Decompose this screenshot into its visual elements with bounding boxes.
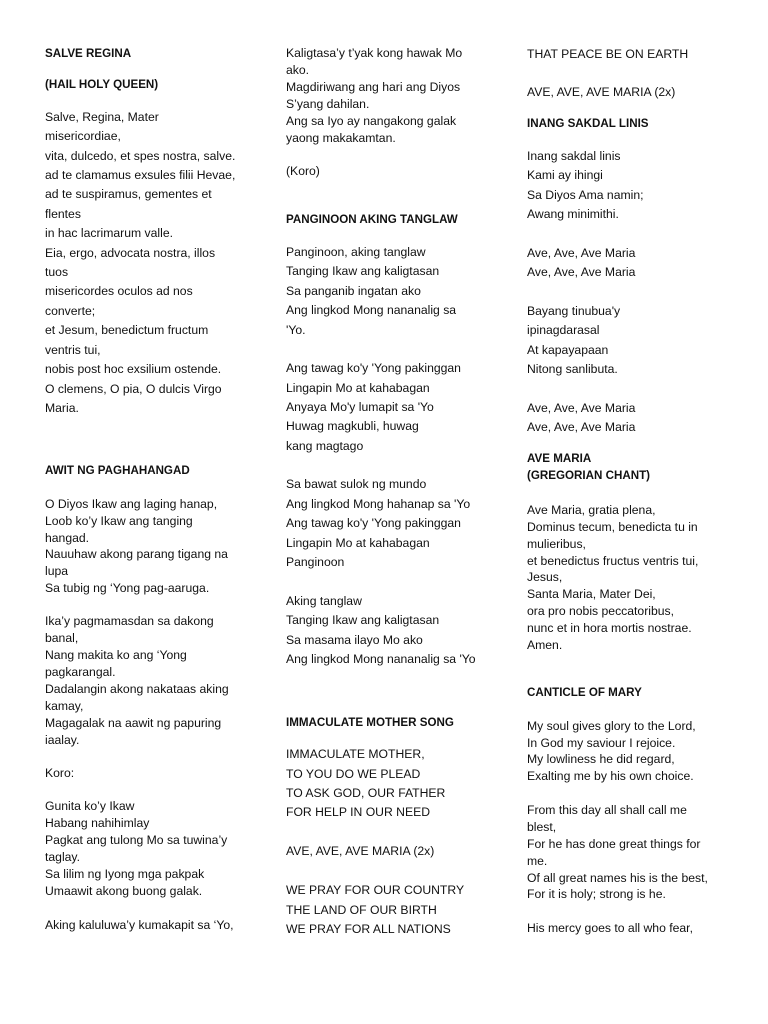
canticle-line: Exalting me by his own choice. (527, 769, 694, 783)
panginoon-line: Panginoon (286, 555, 345, 569)
immaculate-line: TO ASK GOD, OUR FATHER (286, 786, 446, 800)
awit-cont-line: Magdiriwang ang hari ang Diyos (286, 80, 461, 94)
awit-line: kamay, (45, 699, 84, 713)
inang-line: Ave, Ave, Ave Maria (527, 420, 636, 434)
salve-regina-line: Maria. (45, 401, 79, 415)
ave-maria-line: ora pro nobis peccatoribus, (527, 604, 675, 618)
panginoon-line: Tanging Ikaw ang kaligtasan (286, 613, 440, 627)
ave-maria-line: mulieribus, (527, 537, 586, 551)
panginoon-line: Sa panganib ingatan ako (286, 284, 421, 298)
awit-line: Gunita ko’y Ikaw (45, 799, 135, 813)
panginoon-line: Ang lingkod Mong hahanap sa 'Yo (286, 497, 471, 511)
panginoon-line: Ang tawag ko'y 'Yong pakinggan (286, 361, 461, 375)
canticle-line: My lowliness he did regard, (527, 752, 675, 766)
ave-maria-line: Dominus tecum, benedicta tu in (527, 520, 698, 534)
awit-line: Pagkat ang tulong Mo sa tuwina’y (45, 833, 228, 847)
inang-line: Ave, Ave, Ave Maria (527, 265, 636, 279)
awit-cont-line: Ang sa Iyo ay nangakong galak (286, 114, 457, 128)
salve-regina-line: nobis post hoc exsilium ostende. (45, 362, 222, 376)
immaculate-line: AVE, AVE, AVE MARIA (2x) (286, 844, 435, 858)
canticle-line: Of all great names his is the best, (527, 871, 708, 885)
immaculate-cont-line: THAT PEACE BE ON EARTH (527, 47, 689, 61)
awit-line: Nang makita ko ang ‘Yong (45, 648, 187, 662)
awit-line: banal, (45, 631, 79, 645)
inang-line: Ave, Ave, Ave Maria (527, 401, 636, 415)
awit-line: Habang nahihimlay (45, 816, 150, 830)
awit-line: Aking kaluluwa’y kumakapit sa ‘Yo, (45, 918, 234, 932)
salve-regina-line: vita, dulcedo, et spes nostra, salve. (45, 149, 236, 163)
immaculate-title: IMMACULATE MOTHER SONG (286, 716, 454, 729)
ave-maria-line: Jesus, (527, 570, 563, 584)
immaculate-line: FOR HELP IN OUR NEED (286, 805, 431, 819)
panginoon-title: PANGINOON AKING TANGLAW (286, 213, 458, 226)
awit-line: lupa (45, 564, 69, 578)
panginoon-line: Ang tawag ko'y 'Yong pakinggan (286, 516, 461, 530)
inang-line: Sa Diyos Ama namin; (527, 188, 644, 202)
panginoon-line: Lingapin Mo at kahabagan (286, 381, 430, 395)
awit-cont-line: ako. (286, 63, 310, 77)
immaculate-line: THE LAND OF OUR BIRTH (286, 903, 437, 917)
ave-maria-line: Santa Maria, Mater Dei, (527, 587, 656, 601)
panginoon-line: Panginoon, aking tanglaw (286, 245, 426, 259)
inang-line: Kami ay ihingi (527, 168, 603, 182)
inang-line: Nitong sanlibuta. (527, 362, 618, 376)
awit-line: pagkarangal. (45, 665, 116, 679)
salve-regina-subtitle: (HAIL HOLY QUEEN) (45, 78, 159, 91)
awit-cont-line: yaong makakamtan. (286, 131, 396, 145)
inang-line: Ave, Ave, Ave Maria (527, 246, 636, 260)
ave-maria-line: et benedictus fructus ventris tui, (527, 554, 699, 568)
canticle-line: For it is holy; strong is he. (527, 887, 666, 901)
salve-regina-line: ad te suspiramus, gementes et (45, 187, 212, 201)
ave-maria-line: Ave Maria, gratia plena, (527, 503, 656, 517)
inang-line: Bayang tinubua'y (527, 304, 621, 318)
panginoon-line: kang magtago (286, 439, 364, 453)
salve-regina-line: ventris tui, (45, 343, 101, 357)
awit-line: Magagalak na aawit ng papuring (45, 716, 222, 730)
salve-regina-line: misericordiae, (45, 129, 121, 143)
canticle-line: For he has done great things for (527, 837, 701, 851)
panginoon-line: Ang lingkod Mong nananalig sa (286, 303, 457, 317)
panginoon-line: Aking tanglaw (286, 594, 362, 608)
inang-line: At kapayapaan (527, 343, 609, 357)
panginoon-line: Tanging Ikaw ang kaligtasan (286, 264, 440, 278)
awit-line: hangad. (45, 531, 90, 545)
awit-line: O Diyos Ikaw ang laging hanap, (45, 497, 218, 511)
salve-regina-line: converte; (45, 304, 96, 318)
salve-regina-line: in hac lacrimarum valle. (45, 226, 174, 240)
ave-maria-title: AVE MARIA (527, 452, 592, 465)
inang-title: INANG SAKDAL LINIS (527, 117, 649, 130)
salve-regina-line: misericordes oculos ad nos (45, 284, 193, 298)
canticle-line: me. (527, 854, 548, 868)
immaculate-line: WE PRAY FOR ALL NATIONS (286, 922, 451, 936)
panginoon-line: Lingapin Mo at kahabagan (286, 536, 430, 550)
canticle-line: His mercy goes to all who fear, (527, 921, 693, 935)
panginoon-line: 'Yo. (286, 323, 306, 337)
panginoon-line: Anyaya Mo'y lumapit sa 'Yo (286, 400, 434, 414)
canticle-line: My soul gives glory to the Lord, (527, 719, 696, 733)
awit-line: iaalay. (45, 733, 80, 747)
inang-line: Inang sakdal linis (527, 149, 621, 163)
awit-line: taglay. (45, 850, 81, 864)
canticle-line: blest, (527, 820, 557, 834)
immaculate-line: IMMACULATE MOTHER, (286, 747, 425, 761)
panginoon-line: Ang lingkod Mong nananalig sa 'Yo (286, 652, 476, 666)
awit-cont-line: Kaligtasa’y t’yak kong hawak Mo (286, 46, 463, 60)
awit-line: Loob ko’y Ikaw ang tanging (45, 514, 193, 528)
inang-line: Awang minimithi. (527, 207, 619, 221)
salve-regina-line: tuos (45, 265, 69, 279)
inang-line: ipinagdarasal (527, 323, 600, 337)
salve-regina-line: flentes (45, 207, 81, 221)
awit-title: AWIT NG PAGHAHANGAD (45, 464, 190, 477)
awit-line: Nauuhaw akong parang tigang na (45, 547, 228, 561)
awit-line: Dadalangin akong nakataas aking (45, 682, 229, 696)
salve-regina-line: ad te clamamus exsules filii Hevae, (45, 168, 236, 182)
awit-cont-line: S’yang dahilan. (286, 97, 370, 111)
awit-line: Sa lilim ng Iyong mga pakpak (45, 867, 205, 881)
awit-koro-label: Koro: (45, 766, 75, 780)
awit-line: Ika’y pagmamasdan sa dakong (45, 614, 214, 628)
awit-koro-label: (Koro) (286, 164, 320, 178)
immaculate-line: WE PRAY FOR OUR COUNTRY (286, 883, 465, 897)
ave-maria-line: nunc et in hora mortis nostrae. (527, 621, 692, 635)
canticle-line: From this day all shall call me (527, 803, 687, 817)
salve-regina-line: Salve, Regina, Mater (45, 110, 159, 124)
awit-line: Umaawit akong buong galak. (45, 884, 203, 898)
salve-regina-title: SALVE REGINA (45, 47, 132, 60)
awit-line: Sa tubig ng ‘Yong pag-aaruga. (45, 581, 210, 595)
canticle-line: In God my saviour I rejoice. (527, 736, 676, 750)
canticle-title: CANTICLE OF MARY (527, 686, 642, 699)
panginoon-line: Sa bawat sulok ng mundo (286, 477, 427, 491)
immaculate-line: TO YOU DO WE PLEAD (286, 767, 421, 781)
immaculate-cont-line: AVE, AVE, AVE MARIA (2x) (527, 85, 676, 99)
salve-regina-line: et Jesum, benedictum fructum (45, 323, 209, 337)
panginoon-line: Sa masama ilayo Mo ako (286, 633, 423, 647)
ave-maria-subtitle: (GREGORIAN CHANT) (527, 469, 651, 482)
ave-maria-line: Amen. (527, 638, 563, 652)
salve-regina-line: O clemens, O pia, O dulcis Virgo (45, 382, 222, 396)
salve-regina-line: Eia, ergo, advocata nostra, illos (45, 246, 216, 260)
panginoon-line: Huwag magkubli, huwag (286, 419, 419, 433)
